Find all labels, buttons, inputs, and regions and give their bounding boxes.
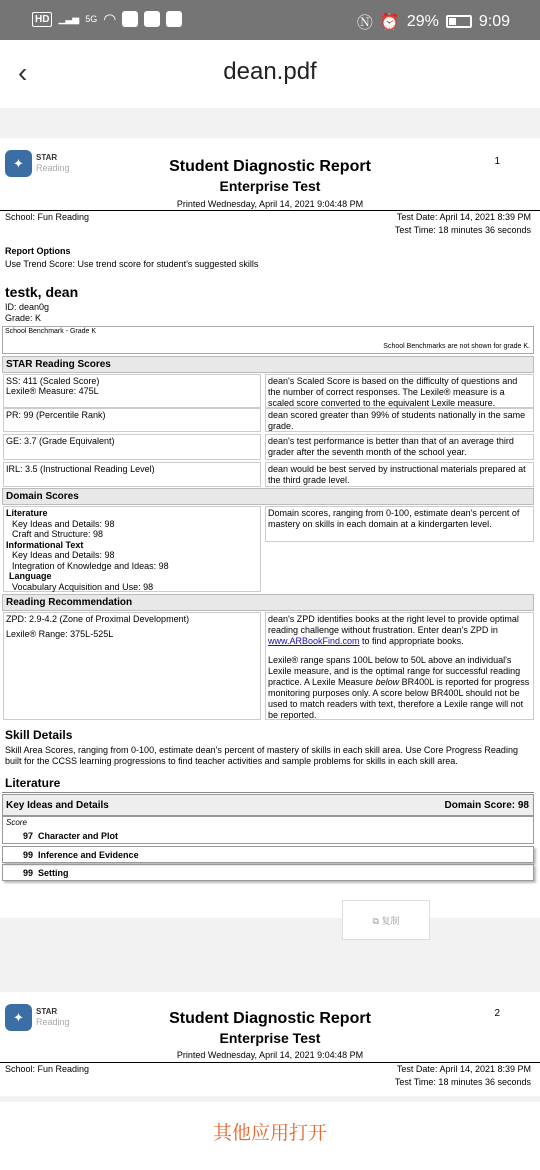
status-left <box>32 10 182 28</box>
student-name: testk, dean <box>5 284 79 300</box>
app-notification-icon <box>122 11 138 27</box>
skill-row <box>2 816 534 844</box>
lexile-desc <box>268 655 531 721</box>
score-label: Score <box>6 818 27 827</box>
skill-name: Setting <box>38 868 69 878</box>
compass-icon: ✦ <box>5 1004 32 1031</box>
report-subtitle: Enterprise Test <box>219 1030 321 1046</box>
domain-literature: Literature <box>6 508 48 518</box>
app-notification-icon <box>166 11 182 27</box>
page-number: 2 <box>494 1008 500 1019</box>
domain-scores-heading: Domain Scores <box>2 488 534 505</box>
lexile-desc-emphasis: below <box>375 677 400 687</box>
lexile-measure: Lexile® Measure: 475L <box>6 386 99 396</box>
reading-rec-heading: Reading Recommendation <box>2 594 534 611</box>
copy-button[interactable] <box>342 900 430 940</box>
pdf-page-1[interactable] <box>0 138 540 926</box>
app-header <box>0 40 540 108</box>
zpd-desc-text-2: to find appropriate books. <box>359 636 464 646</box>
domain-item: Key Ideas and Details: 98 <box>12 550 115 560</box>
open-with-other-app-button[interactable]: 其他应用打开 <box>0 1102 540 1170</box>
benchmark-label: School Benchmark - Grade K <box>5 328 97 335</box>
skill-score: 99 <box>23 850 34 860</box>
zpd: ZPD: 2.9-4.2 (Zone of Proximal Development) <box>6 614 190 624</box>
student-grade: Grade: K <box>5 313 42 323</box>
skill-name: Inference and Evidence <box>38 850 139 860</box>
lexile-range: Lexile® Range: 375L-525L <box>6 629 114 639</box>
report-options-text: Use Trend Score: Use trend score for student's suggested skills <box>5 259 259 269</box>
hd-icon: HD <box>32 12 52 27</box>
domain-score: Domain Score: 98 <box>444 800 529 811</box>
battery-icon <box>446 15 472 28</box>
domain-item: Craft and Structure: 98 <box>12 529 104 539</box>
5g-signal-icon: 5G <box>85 14 98 24</box>
divider <box>2 792 534 793</box>
domain-desc: Domain scores, ranging from 0-100, estimate dean's percent of mastery on skills in each domain at a kindergarten level. <box>265 506 534 542</box>
signal-icon: ▁▃▅ <box>58 14 80 24</box>
star-scores-heading: STAR Reading Scores <box>2 356 534 373</box>
printed-date: Printed Wednesday, April 14, 2021 9:04:48 PM <box>176 1050 364 1060</box>
clock: 9:09 <box>478 12 510 30</box>
skill-item <box>23 831 118 841</box>
rec-cell <box>3 612 261 720</box>
logo-sub: Reading <box>36 163 70 173</box>
status-right <box>357 10 510 33</box>
divider <box>0 210 540 211</box>
zpd-desc-text: dean's ZPD identifies books at the right level to provide optimal reading challenge without frustration. Enter dean's ZPD in <box>268 614 519 635</box>
arbookfind-link[interactable]: www.ARBookFind.com <box>268 636 360 646</box>
logo-sub: Reading <box>36 1017 70 1027</box>
logo-brand: STAR <box>36 153 58 162</box>
score-cell <box>3 374 261 408</box>
test-time: Test Time: 18 minutes 36 seconds <box>394 1077 531 1087</box>
domain-informational: Informational Text <box>6 539 84 550</box>
report-subtitle: Enterprise Test <box>219 178 321 194</box>
literature-heading: Literature <box>5 776 61 790</box>
skill-row <box>2 864 534 881</box>
domain-item: Integration of Knowledge and Ideas: 98 <box>12 560 169 571</box>
lexile-desc-text-2: BR400L is reported for progress monitoring purposes only. A score below BR400L should not be used to match readers with text, therefore a Lexile range will not be reported. <box>268 677 530 720</box>
printed-date: Printed Wednesday, April 14, 2021 9:04:48 PM <box>176 199 364 209</box>
status-bar <box>0 0 540 40</box>
alarm-icon: ⏰ <box>379 13 400 31</box>
report-options-heading: Report Options <box>5 246 71 256</box>
skill-name: Character and Plot <box>38 831 119 841</box>
school-name: School: Fun Reading <box>5 212 90 222</box>
grade-equivalent: GE: 3.7 (Grade Equivalent) <box>3 434 261 460</box>
report-title: Student Diagnostic Report <box>169 158 371 175</box>
test-date: Test Date: April 14, 2021 8:39 PM <box>396 1064 531 1074</box>
divider <box>0 1062 540 1063</box>
skill-details-heading: Skill Details <box>5 728 73 742</box>
page-number: 1 <box>494 156 500 167</box>
benchmark-box <box>2 326 534 354</box>
pdf-page-2[interactable] <box>0 992 540 1096</box>
page-title: dean.pdf <box>223 58 317 85</box>
domain-item: Key Ideas and Details: 98 <box>12 518 115 529</box>
domain-item: Vocabulary Acquisition and Use: 98 <box>12 581 154 592</box>
skill-row <box>2 846 534 863</box>
domain-language: Language <box>9 571 52 581</box>
logo-brand: STAR <box>36 1007 58 1016</box>
benchmark-note: School Benchmarks are not shown for grade K. <box>383 343 530 350</box>
skill-details-text: Skill Area Scores, ranging from 0-100, estimate dean's percent of mastery of skills in each skill area. Use Core Progress Reading built for the CCSS learning progressions to find teacher activities and sample problems for skills in each skill area. <box>5 745 518 766</box>
nfc-icon: Ⓝ <box>356 15 373 32</box>
back-icon[interactable]: ‹ <box>18 57 28 88</box>
battery-percent: 29% <box>406 12 439 30</box>
wifi-icon: ◠ <box>103 11 117 28</box>
copy-label: 复制 <box>381 916 400 926</box>
scaled-score: SS: 411 (Scaled Score) <box>6 376 100 386</box>
test-date: Test Date: April 14, 2021 8:39 PM <box>396 212 531 222</box>
report-title: Student Diagnostic Report <box>169 1010 371 1027</box>
instructional-level: IRL: 3.5 (Instructional Reading Level) <box>3 462 261 487</box>
zpd-desc <box>268 614 531 647</box>
grade-equivalent-desc: dean's test performance is better than that of an average third grader after the seventh month of the school year. <box>265 434 534 460</box>
rec-desc <box>265 612 534 720</box>
copy-icon: ⧉ <box>372 916 379 926</box>
compass-icon: ✦ <box>5 150 32 177</box>
key-ideas-heading: Key Ideas and Details <box>6 800 109 811</box>
instructional-level-desc: dean would be best served by instructional materials prepared at the third grade level. <box>265 462 534 487</box>
student-id: ID: dean0g <box>5 302 50 312</box>
school-name: School: Fun Reading <box>5 1064 90 1074</box>
skill-score: 99 <box>23 868 34 878</box>
percentile-rank-desc: dean scored greater than 99% of students nationally in the same grade. <box>265 408 534 432</box>
skill-score: 97 <box>23 831 34 841</box>
test-time: Test Time: 18 minutes 36 seconds <box>394 225 531 235</box>
skill-area-header <box>2 794 534 816</box>
app-notification-icon <box>144 11 160 27</box>
lexile-desc-text: Lexile® range spans 100L below to 50L above an individual's Lexile measure, and is the optimal range for successful reading practice. A Lexile Measure <box>268 655 521 687</box>
scaled-score-desc: dean's Scaled Score is based on the difficulty of questions and the number of correct responses. The Lexile® measure is a scaled score converted to the equivalent Lexile measure. <box>265 374 534 408</box>
domain-scores-list <box>3 506 261 592</box>
percentile-rank: PR: 99 (Percentile Rank) <box>3 408 261 432</box>
